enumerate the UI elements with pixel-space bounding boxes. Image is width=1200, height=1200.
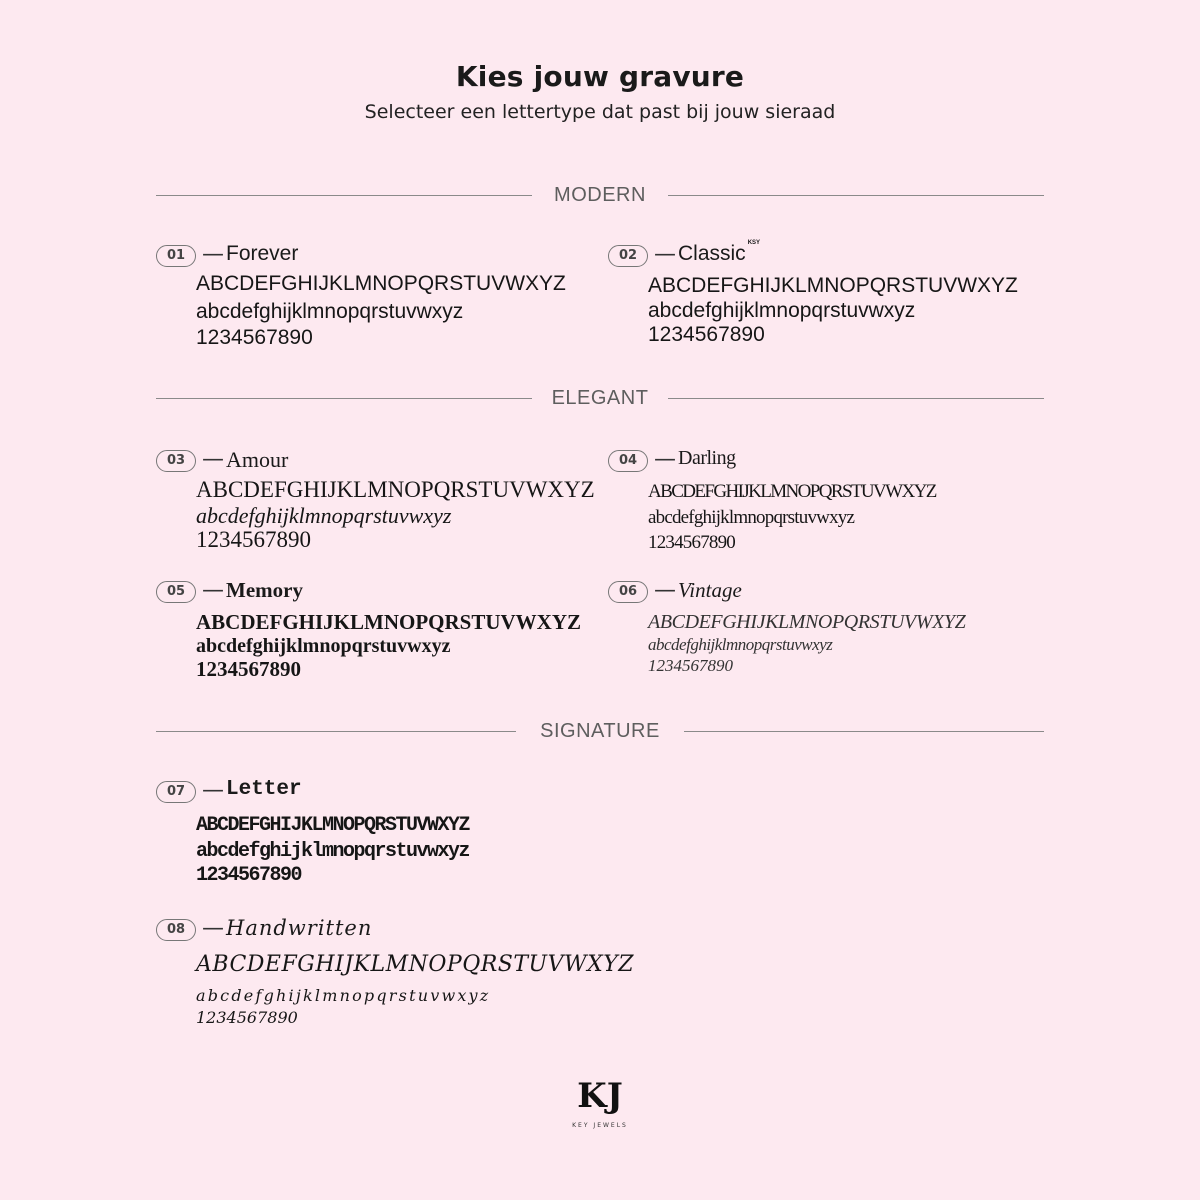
- sample-uppercase: ABCDEFGHIJKLMNOPQRSTUVWXYZ: [648, 274, 1018, 297]
- dash: —: [654, 447, 676, 472]
- dash: —: [202, 242, 224, 267]
- section-divider-signature: [156, 720, 1044, 744]
- logo-monogram: KJ: [577, 1076, 623, 1116]
- dash: —: [202, 578, 224, 603]
- dash: —: [654, 578, 676, 603]
- font-name: Vintage: [678, 578, 742, 602]
- font-number-badge: 03: [156, 450, 196, 472]
- section-divider-modern: [156, 184, 1044, 208]
- sample-digits: 1234567890: [648, 656, 733, 675]
- font-name: Forever: [226, 242, 299, 265]
- sample-uppercase: ABCDEFGHIJKLMNOPQRSTUVWXYZ: [196, 272, 566, 295]
- dash: —: [202, 916, 224, 941]
- brand-logo: [572, 1076, 628, 1134]
- sample-lowercase: abcdefghijklmnopqrstuvwxyz: [648, 299, 916, 322]
- sample-digits: 1234567890: [196, 657, 301, 681]
- sample-digits: 1234567890: [196, 326, 313, 349]
- brand-mark: KSY: [747, 240, 761, 246]
- font-name: Memory: [226, 578, 303, 602]
- page-title: Kies jouw gravure: [455, 60, 745, 93]
- sample-uppercase: ABCDEFGHIJKLMNOPQRSTUVWXYZ: [648, 481, 936, 502]
- sample-digits: 1234567890: [648, 323, 765, 346]
- font-number-badge: 08: [156, 919, 196, 941]
- sample-lowercase: abcdefghijklmnopqrstuvwxyz: [196, 986, 491, 1005]
- sample-lowercase: abcdefghijklmnopqrstuvwxyz: [196, 840, 470, 863]
- font-name: Letter: [226, 778, 302, 801]
- sample-uppercase: ABCDEFGHIJKLMNOPQRSTUVWXYZ: [196, 477, 595, 502]
- sample-digits: 1234567890: [648, 532, 736, 553]
- font-name-text: Classic: [678, 242, 746, 265]
- dash: —: [202, 447, 224, 472]
- font-name: [678, 242, 760, 266]
- sample-lowercase: abcdefghijklmnopqrstuvwxyz: [196, 300, 464, 323]
- sample-lowercase: abcdefghijklmnopqrstuvwxyz: [196, 635, 451, 657]
- logo-brand-name: KEY JEWELS: [572, 1122, 628, 1129]
- dash: —: [654, 242, 676, 267]
- font-number-badge: 04: [608, 450, 648, 472]
- section-divider-elegant: [156, 387, 1044, 411]
- divider-line: [684, 731, 1044, 732]
- sample-lowercase: abcdefghijklmnopqrstuvwxyz: [196, 503, 452, 528]
- sample-digits: 1234567890: [196, 864, 302, 887]
- sample-uppercase: ABCDEFGHIJKLMNOPQRSTUVWXYZ: [196, 814, 470, 837]
- font-number-badge: 06: [608, 581, 648, 603]
- divider-line: [668, 398, 1044, 399]
- sample-lowercase: abcdefghijklmnopqrstuvwxyz: [648, 507, 855, 528]
- sample-digits: 1234567890: [196, 1008, 298, 1027]
- font-number-badge: 07: [156, 781, 196, 803]
- section-label-modern: MODERN: [554, 184, 646, 206]
- font-name: Amour: [226, 447, 289, 472]
- page-subtitle: Selecteer een lettertype dat past bij jouw sieraad: [364, 101, 836, 123]
- divider-line: [668, 195, 1044, 196]
- font-name: Darling: [678, 447, 736, 469]
- section-label-elegant: ELEGANT: [551, 387, 649, 409]
- font-name: Handwritten: [226, 916, 373, 940]
- sample-digits: 1234567890: [196, 527, 311, 552]
- sample-uppercase: ABCDEFGHIJKLMNOPQRSTUVWXYZ: [196, 952, 635, 977]
- section-label-signature: SIGNATURE: [540, 720, 660, 742]
- font-number-badge: 05: [156, 581, 196, 603]
- dash: —: [202, 778, 224, 803]
- sample-lowercase: abcdefghijklmnopqrstuvwxyz: [648, 635, 833, 654]
- sample-uppercase: ABCDEFGHIJKLMNOPQRSTUVWXYZ: [648, 611, 966, 633]
- font-number-badge: 01: [156, 245, 196, 267]
- font-number-badge: 02: [608, 245, 648, 267]
- sample-uppercase: ABCDEFGHIJKLMNOPQRSTUVWXYZ: [196, 610, 582, 634]
